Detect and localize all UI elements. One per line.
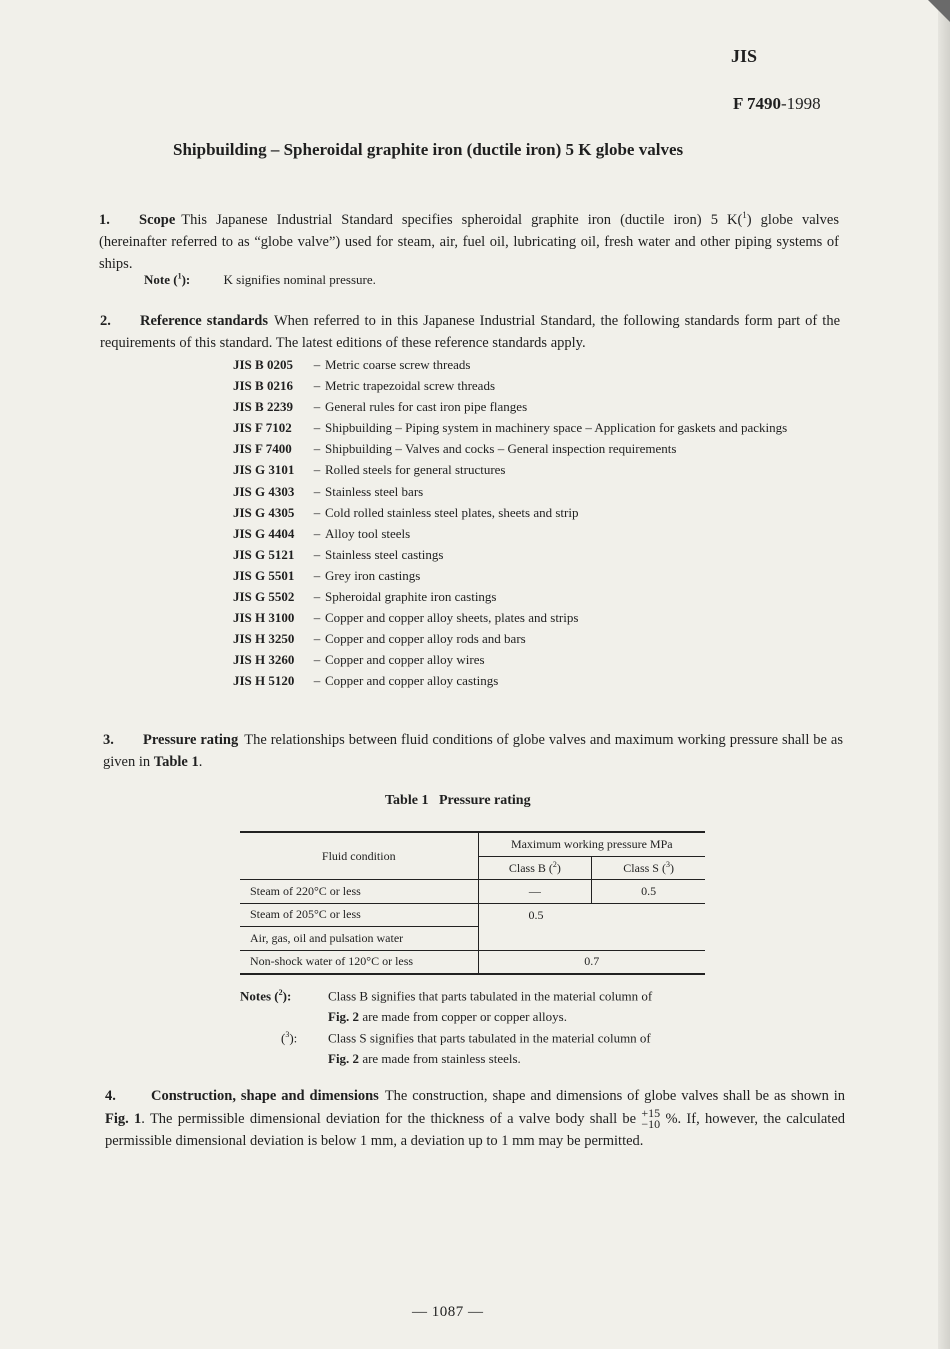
header-fluid-condition: Fluid condition xyxy=(240,832,478,880)
fluid-condition-cell: Air, gas, oil and pulsation water xyxy=(240,927,478,951)
reference-item: JIS B 0216 – Metric trapezoidal screw threads xyxy=(233,378,496,394)
section-heading: Reference standards xyxy=(140,313,268,329)
section-number: 3. xyxy=(103,732,114,748)
page-corner xyxy=(928,0,950,22)
reference-item: JIS H 3260 – Copper and copper alloy wires xyxy=(233,652,485,668)
section-number: 2. xyxy=(100,313,111,329)
section-heading: Pressure rating xyxy=(143,732,239,748)
header-class-s: Class S ($^3$) xyxy=(592,856,705,880)
section-text: The relationships between fluid conditions of globe valves and maximum working pressure shall be as given in xyxy=(103,732,843,770)
table-row xyxy=(240,903,705,927)
pressure-rating-table xyxy=(240,831,705,975)
reference-list xyxy=(233,354,843,692)
reference-item: JIS G 4404 – Alloy tool steels xyxy=(233,525,411,541)
page-number: — 1087 — xyxy=(412,1304,484,1320)
scope-note xyxy=(144,272,376,288)
table-row xyxy=(240,950,705,974)
note-ref: 1 xyxy=(742,210,747,220)
class-b-cell: — xyxy=(478,880,592,904)
reference-item: JIS G 3101 – Rolled steels for general structures xyxy=(233,462,506,478)
reference-item: JIS F 7400 – Shipbuilding – Valves and cocks – General inspection requirements xyxy=(233,441,677,457)
figure-reference[interactable]: Fig. 1 xyxy=(105,1110,142,1127)
section-heading: Scope xyxy=(139,211,176,228)
section-construction: 4. Construction, shape and dimensions The construction, shape and dimensions of globe valves shall be as shown in Fig. 1. The permissible dimensional deviation for the thickness of a valve body shall be +15 −10 %. If, however, the calculated permissible dimensional deviation is below 1 mm, a deviation up to 1 mm may be permitted. xyxy=(105,1085,845,1153)
fluid-condition-cell: Steam of 205°C or less xyxy=(240,903,478,927)
standard-year: -1998 xyxy=(781,94,821,113)
reference-item: JIS G 5121 – Stainless steel castings xyxy=(233,546,444,562)
reference-item: JIS G 4303 – Stainless steel bars xyxy=(233,483,424,499)
reference-item: JIS G 5502 – Spheroidal graphite iron castings xyxy=(233,589,497,605)
section-heading: Construction, shape and dimensions xyxy=(151,1088,379,1104)
header-series: JIS xyxy=(731,46,758,66)
section-number: 4. xyxy=(105,1088,116,1104)
fluid-condition-cell: Non-shock water of 120°C or less xyxy=(240,950,478,974)
note-label: ($^3$): xyxy=(281,1030,298,1046)
fluid-condition-cell: Steam of 220°C or less xyxy=(240,880,478,904)
table-note: ($^3$): Class S signifies that parts tabulated in the material column of Fig. 2 are made from stainless steels. xyxy=(240,1024,710,1069)
tolerance-fraction: +15 −10 xyxy=(641,1106,661,1132)
reference-item: JIS B 0205 – Metric coarse screw threads xyxy=(233,357,471,372)
standard-code: F 7490 xyxy=(733,94,782,113)
section-text: This Japanese Industrial Standard specifies spheroidal graphite iron (ductile iron) 5 K( xyxy=(181,211,743,228)
reference-item: JIS G 4305 – Cold rolled stainless steel plates, sheets and strip xyxy=(233,504,579,520)
section-number: 1. xyxy=(99,211,110,228)
reference-item: JIS F 7102 – Shipbuilding – Piping system in machinery space – Application for gaskets and packings xyxy=(233,420,788,436)
note-label: Notes ($^2$): xyxy=(240,988,292,1004)
figure-reference[interactable]: Fig. 2 xyxy=(328,1009,360,1025)
reference-item: JIS G 5501 – Grey iron castings xyxy=(233,567,421,583)
merged-pressure-cell: 0.5 xyxy=(528,907,544,922)
reference-item: JIS H 5120 – Copper and copper alloy castings xyxy=(233,673,499,689)
header-standard-number xyxy=(733,94,821,114)
section-pressure-rating: 3. Pressure rating The relationships between fluid conditions of globe valves and maximum working pressure shall be as given in Table 1. xyxy=(103,729,843,773)
section-scope xyxy=(99,204,839,275)
document-title: Shipbuilding – Spheroidal graphite iron (ductile iron) 5 K globe valves xyxy=(173,140,684,159)
note-label: Note ($^1$): xyxy=(144,272,191,288)
figure-reference[interactable]: Fig. 2 xyxy=(328,1051,360,1067)
note-text: K signifies nominal pressure. xyxy=(223,272,376,288)
reference-item: JIS H 3100 – Copper and copper alloy sheets, plates and strips xyxy=(233,610,579,626)
section-text: When referred to in this Japanese Industrial Standard, the following standards form part of the requirements of this standard. The latest editions of these reference standards apply. xyxy=(100,313,841,351)
section-text-cont: ) globe valves (hereinafter referred to as “globe valve”) used for steam, air, fuel oil, lubricating oil, fresh water and other piping systems of ships. xyxy=(99,211,839,272)
table-reference[interactable]: Table 1 xyxy=(153,754,199,770)
section-references xyxy=(100,310,840,354)
reference-item: JIS B 2239 – General rules for cast iron pipe flanges xyxy=(233,399,528,415)
reference-item: JIS H 3250 – Copper and copper alloy rods and bars xyxy=(233,631,526,647)
class-s-cell: 0.5 xyxy=(592,880,705,904)
header-max-pressure: Maximum working pressure MPa xyxy=(478,832,705,856)
header-class-b: Class B ($^2$) xyxy=(478,856,592,880)
page-edge xyxy=(938,0,950,1349)
table-title: Table 1 Pressure rating xyxy=(385,793,531,808)
merged-pressure-cell: 0.7 xyxy=(478,950,705,974)
table-note: Notes ($^2$): Class B signifies that parts tabulated in the material column of Fig. 2 are made from copper or copper alloys. xyxy=(240,982,710,1027)
table-row xyxy=(240,880,705,904)
